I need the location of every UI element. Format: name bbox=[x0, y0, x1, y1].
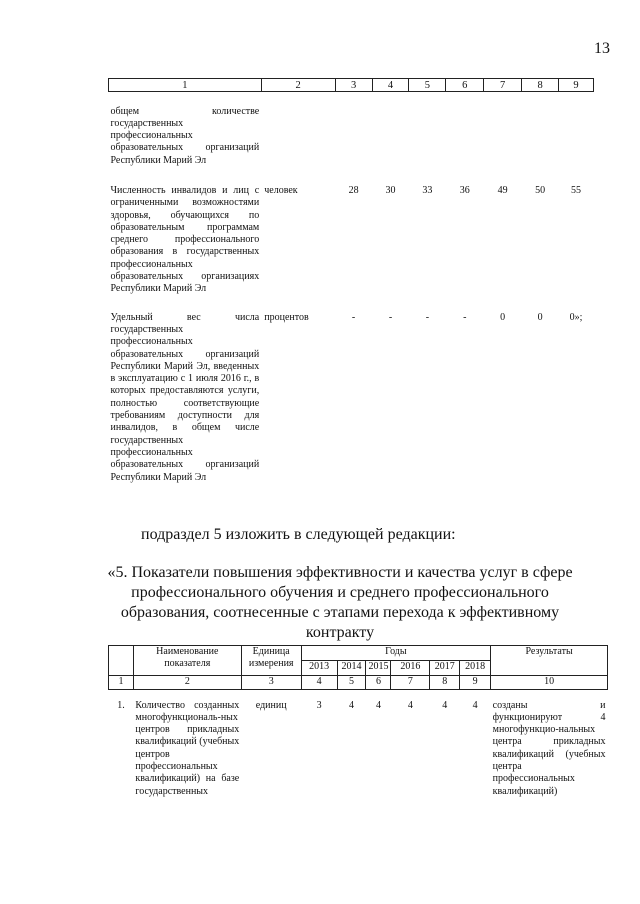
table-row bbox=[109, 700, 608, 798]
indicator-unit: единиц bbox=[255, 699, 287, 711]
numbering-row bbox=[109, 676, 608, 690]
column-number: 4 bbox=[372, 79, 409, 92]
column-header-years: Годы bbox=[301, 646, 491, 661]
value-cell: - bbox=[388, 311, 393, 323]
subsection-instruction: подраздел 5 изложить в следующей редакции: bbox=[141, 526, 456, 543]
value-cell: 0 bbox=[500, 311, 506, 323]
value-cell bbox=[559, 106, 594, 167]
value-cell: 55 bbox=[571, 184, 582, 196]
efficiency-indicators-table bbox=[108, 645, 608, 798]
value-cell: 33 bbox=[422, 184, 433, 196]
section-heading bbox=[100, 563, 580, 643]
value-cell: 28 bbox=[348, 184, 359, 196]
column-number: 5 bbox=[337, 676, 366, 690]
column-number: 7 bbox=[484, 79, 522, 92]
value-cell: 4 bbox=[375, 699, 381, 711]
indicator-unit: процентов bbox=[264, 311, 309, 323]
indicator-unit: человек bbox=[264, 184, 298, 196]
column-number: 4 bbox=[301, 676, 337, 690]
indicator-name: Удельный вес числа государственных профессиональных образовательных организаций Республики Марий Эл, введенных в эксплуатацию с 1 июля 2016 г., в которых предоставляются услуги, полностью соответствующие требованиям доступности для инвалидов, в общем числе государственных профессиональных образовательных организаций Республики Марий Эл bbox=[110, 311, 260, 483]
column-number: 6 bbox=[446, 79, 484, 92]
column-header-name: Наименование показателя bbox=[133, 646, 241, 676]
row-number: 1. bbox=[117, 699, 125, 711]
value-cell: - bbox=[351, 311, 356, 323]
value-cell bbox=[335, 106, 372, 167]
column-number: 3 bbox=[241, 676, 301, 690]
heading-line: профессионального обучения и среднего профессионального bbox=[131, 584, 549, 601]
indicator-unit bbox=[261, 106, 335, 167]
column-number: 7 bbox=[391, 676, 430, 690]
column-number: 8 bbox=[522, 79, 559, 92]
value-cell bbox=[372, 106, 409, 167]
column-number: 1 bbox=[109, 79, 262, 92]
result-text: созданы и функционируют 4 многофункцио-нальных центра прикладных квалификаций (учебных центра профессиональных квалификаций) bbox=[492, 699, 606, 797]
column-number: 9 bbox=[559, 79, 594, 92]
indicator-name: Количество созданных многофункциональ-ных центров прикладных квалификаций (учебных центров профессиональных квалификаций) на базе государственных bbox=[135, 699, 240, 797]
year-cell: 2016 bbox=[391, 661, 430, 676]
column-header-results: Результаты bbox=[491, 646, 608, 676]
year-cell: 2017 bbox=[430, 661, 460, 676]
indicators-table-continued bbox=[108, 78, 594, 484]
value-cell: 30 bbox=[385, 184, 396, 196]
column-header-unit: Единица измерения bbox=[241, 646, 301, 676]
value-cell bbox=[446, 106, 484, 167]
year-cell: 2014 bbox=[337, 661, 366, 676]
value-cell: - bbox=[425, 311, 430, 323]
value-cell: 4 bbox=[472, 699, 478, 711]
column-number: 8 bbox=[430, 676, 460, 690]
column-number: 5 bbox=[409, 79, 446, 92]
column-number: 1 bbox=[109, 676, 134, 690]
value-cell bbox=[484, 106, 522, 167]
year-cell: 2015 bbox=[366, 661, 391, 676]
column-number: 9 bbox=[460, 676, 491, 690]
value-cell: 3 bbox=[316, 699, 322, 711]
value-cell: 0»; bbox=[569, 311, 583, 323]
value-cell: 4 bbox=[349, 699, 354, 711]
value-cell bbox=[409, 106, 446, 167]
table-row bbox=[109, 185, 594, 296]
column-number: 2 bbox=[261, 79, 335, 92]
value-cell: - bbox=[463, 311, 467, 323]
indicator-name: общем количестве государственных профессиональных образовательных организаций Республики Марий Эл bbox=[110, 105, 260, 166]
heading-line: контракту bbox=[305, 624, 375, 641]
indicator-name: Численность инвалидов и лиц с ограниченными возможностями здоровья, обучающихся по образовательным программам среднего профессионального образования в государственных профессиональных образовательных организациях Республики Марий Эл bbox=[110, 184, 260, 295]
column-number: 3 bbox=[335, 79, 372, 92]
year-cell: 2018 bbox=[460, 661, 491, 676]
table-header-row bbox=[109, 646, 608, 661]
table-row bbox=[109, 312, 594, 484]
year-cell: 2013 bbox=[301, 661, 337, 676]
value-cell: 36 bbox=[459, 184, 470, 196]
value-cell bbox=[522, 106, 559, 167]
column-number: 10 bbox=[491, 676, 608, 690]
column-number: 6 bbox=[366, 676, 391, 690]
table-header-row bbox=[109, 79, 594, 92]
value-cell: 4 bbox=[442, 699, 448, 711]
heading-line: «5. Показатели повышения эффективности и качества услуг в сфере bbox=[107, 564, 573, 581]
value-cell: 50 bbox=[535, 184, 546, 196]
page-number: 13 bbox=[594, 40, 610, 57]
value-cell: 0 bbox=[537, 311, 543, 323]
column-number: 2 bbox=[133, 676, 241, 690]
value-cell: 4 bbox=[407, 699, 413, 711]
table-row bbox=[109, 106, 594, 167]
value-cell: 49 bbox=[497, 184, 508, 196]
heading-line: образования, соотнесенные с этапами перехода к эффективному bbox=[120, 604, 560, 621]
